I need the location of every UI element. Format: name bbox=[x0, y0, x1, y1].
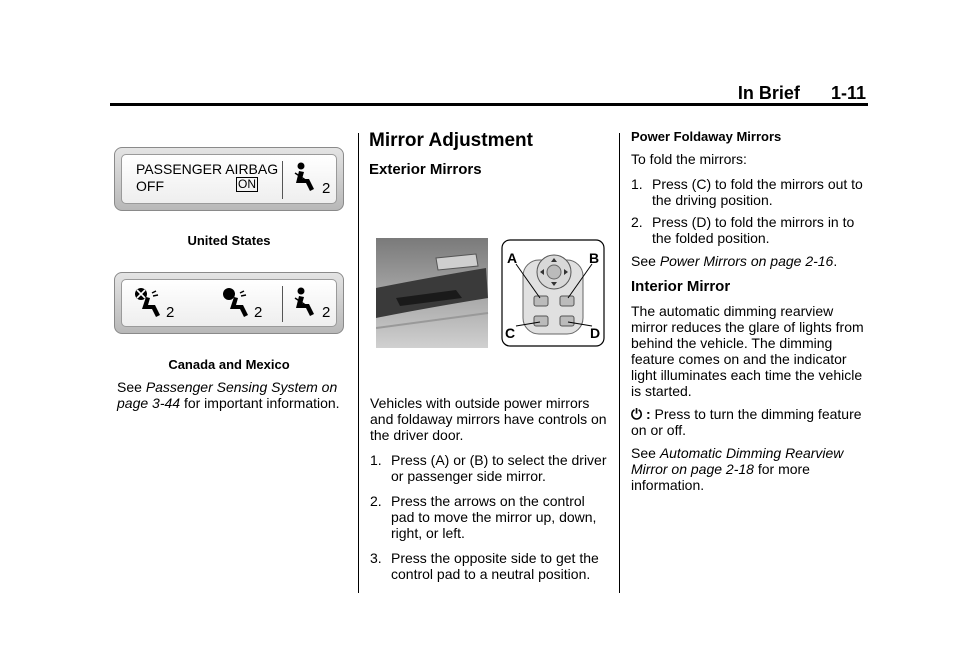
indicator-text-on: ON bbox=[238, 177, 256, 191]
mirror-adjustment-heading: Mirror Adjustment bbox=[369, 130, 533, 151]
us-caption: United States bbox=[187, 233, 271, 248]
badge-3: 2 bbox=[322, 304, 331, 321]
figure-label-c: C bbox=[505, 325, 516, 341]
figure-label-d: D bbox=[590, 325, 601, 341]
dimming-button-description: ⏻ : Press to turn the dimming feature on or off. bbox=[631, 406, 862, 438]
power-icon: ⏻ : bbox=[631, 406, 651, 422]
link-auto-dimming-mirror[interactable]: Automatic Dimming Rearview Mirror on page 2-18 bbox=[631, 445, 844, 477]
fold-intro: To fold the mirrors: bbox=[631, 151, 747, 167]
seated-passenger-icon bbox=[290, 286, 320, 318]
link-power-mirrors[interactable]: Power Mirrors on page 2-16 bbox=[659, 253, 834, 269]
figure-label-a: A bbox=[507, 250, 518, 266]
badge-1: 2 bbox=[166, 304, 175, 321]
us-airbag-indicator bbox=[114, 147, 344, 211]
interior-description: The automatic dimming rearview mirror reduces the glare of lights from behind the vehicle. The dimming feature comes on and the indicator light illuminates each time the vehicle is started. bbox=[631, 303, 864, 399]
fold-see-reference: See Power Mirrors on page 2-16. bbox=[631, 253, 838, 269]
link-passenger-sensing[interactable]: Passenger Sensing System on page 3-44 bbox=[117, 379, 338, 411]
airbag-off-icon bbox=[132, 287, 166, 317]
indicator-text-off: OFF bbox=[136, 178, 164, 194]
badge-2: 2 bbox=[254, 304, 263, 321]
airbag-see-reference: See Passenger Sensing System on page 3-44 for important information. bbox=[117, 379, 340, 411]
interior-see-reference: See Automatic Dimming Rearview Mirror on page 2-18 for more information. bbox=[631, 445, 844, 493]
interior-mirror-heading: Interior Mirror bbox=[631, 278, 731, 295]
page-number: 1-11 bbox=[830, 83, 866, 103]
section-title: In Brief bbox=[737, 83, 800, 103]
seated-passenger-icon bbox=[290, 161, 320, 193]
foldaway-heading: Power Foldaway Mirrors bbox=[631, 129, 782, 144]
indicator-badge: 2 bbox=[322, 180, 331, 197]
figure-label-b: B bbox=[589, 250, 600, 266]
indicator-text-line1: PASSENGER AIRBAG bbox=[136, 161, 279, 177]
page-header bbox=[738, 83, 866, 104]
canada-mexico-airbag-indicator bbox=[114, 272, 344, 334]
column-divider-1 bbox=[358, 133, 359, 593]
exterior-intro: Vehicles with outside power mirrors and foldaway mirrors have controls on the driver door. bbox=[370, 395, 607, 443]
exterior-mirrors-heading: Exterior Mirrors bbox=[369, 161, 482, 178]
canada-mexico-caption: Canada and Mexico bbox=[168, 357, 290, 372]
column-divider-2 bbox=[619, 133, 620, 593]
airbag-on-icon bbox=[220, 287, 254, 317]
header-rule bbox=[110, 103, 868, 106]
door-mirror-control-figure bbox=[376, 238, 606, 348]
